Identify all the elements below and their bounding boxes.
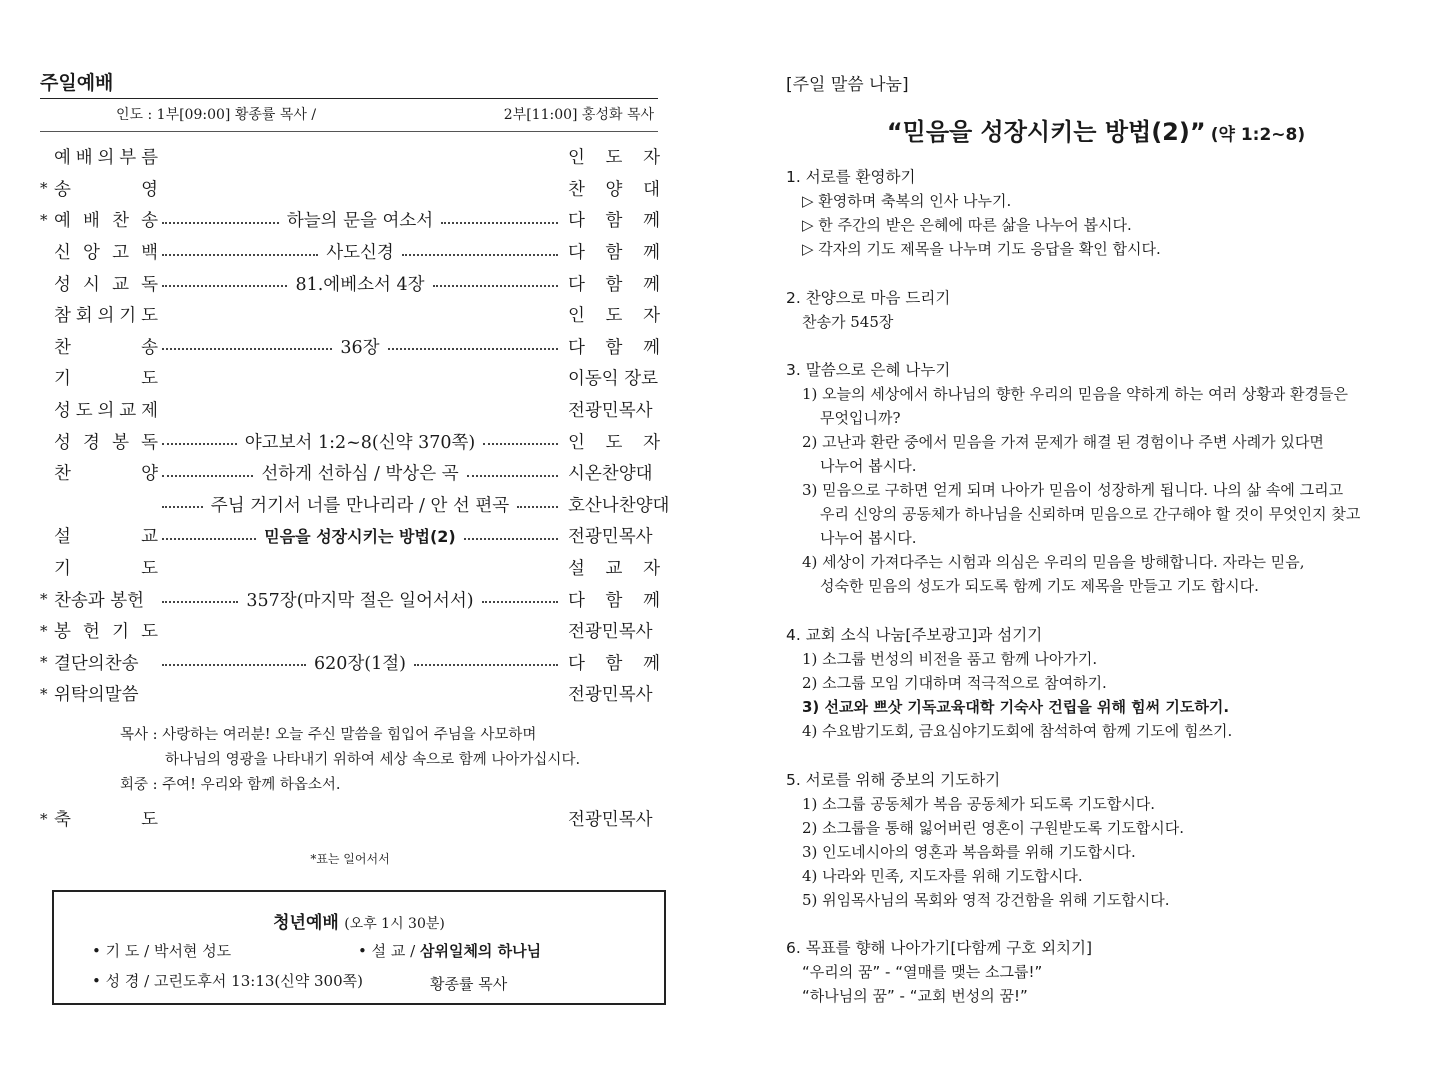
service-item-name-char: 예 (54, 148, 71, 169)
service-item-content (158, 818, 562, 820)
service-item (40, 457, 660, 489)
title-rule (40, 98, 658, 99)
service-item-name-char: 배 (83, 211, 100, 232)
service-item-name-char: 기 (112, 622, 129, 643)
service-item-name (54, 681, 158, 706)
service-item-content (158, 587, 562, 612)
service-item-text: 사도신경 (326, 243, 394, 264)
service-item-name-char: 찬송과 봉헌 (54, 590, 145, 611)
service-item-person-char: 께 (643, 243, 660, 264)
service-item-person (568, 397, 660, 422)
service-item-name-char: 의 (97, 148, 115, 169)
leader-second-service: 2부[11:00] 홍성화 목사 (503, 107, 654, 123)
service-item-person-char: 께 (643, 337, 660, 358)
leader-dots (162, 348, 332, 350)
order-of-service (40, 141, 670, 710)
youth-sermon-label: • 설 교 / (358, 942, 416, 960)
leader-dots (464, 538, 558, 540)
service-item-name (54, 587, 158, 612)
leader-dots (162, 506, 203, 508)
response-congregation: 회중 : 주여! 우리와 함께 하옵소서. (120, 777, 341, 793)
service-item-name-char: 찬 (54, 464, 71, 485)
service-item-person-char: 다 (568, 337, 585, 358)
service-item (40, 331, 660, 363)
service-item-name-char: 도 (75, 401, 93, 422)
service-item-text: 36장 (340, 337, 380, 358)
service-item-person (568, 302, 660, 327)
sharing-title-line (786, 112, 1406, 147)
service-item-person-char: 양 (605, 179, 623, 200)
service-item-name (54, 429, 158, 454)
service-item-name-char: 설 (54, 527, 71, 548)
service-item-name-char: 축 (54, 810, 71, 831)
service-item-name-char: 기 (54, 369, 71, 390)
section-line: 4) 나라와 민족, 지도자를 위해 기도합시다. (802, 867, 1083, 885)
leader-dots (414, 664, 558, 666)
service-item-person-char: 인 (568, 306, 585, 327)
service-item-name (54, 365, 158, 390)
service-item-person (568, 460, 660, 485)
service-item-person-char: 께 (643, 590, 660, 611)
service-item-person-char: 자 (643, 559, 660, 580)
response-pastor: 목사 : 사랑하는 여러분! 오늘 주신 말씀을 힘입어 주님을 사모하며 (120, 727, 537, 743)
service-item-person-char: 도 (605, 432, 623, 453)
service-item-content (158, 334, 562, 359)
youth-title-line (54, 908, 664, 933)
section-line: 1) 오늘의 세상에서 하나님의 향한 우리의 믿음을 약하게 하는 여러 상황과 환경들은 (802, 385, 1349, 403)
service-item-person (568, 806, 660, 831)
service-item-person (568, 650, 660, 675)
service-item-person-char: 도 (605, 148, 623, 169)
service-item-name-char: 시 (83, 274, 100, 295)
service-item-person (568, 429, 660, 454)
service-item-person (568, 144, 660, 169)
service-item-person-char: 다 (568, 590, 585, 611)
section-line: 4) 세상이 가져다주는 시험과 의심은 우리의 믿음을 방해합니다. 자라는 믿음, (802, 553, 1305, 571)
service-item-person-char: 께 (643, 653, 660, 674)
service-item-text: 믿음을 성장시키는 방법(2) (264, 527, 456, 547)
standing-mark: * (40, 590, 48, 609)
section-heading: 6. 목표를 향해 나아가기[다함께 구호 외치기] (786, 939, 1093, 957)
section-line: 5) 위임목사님의 목회와 영적 강건함을 위해 기도합시다. (802, 891, 1170, 909)
service-item-name-char: 독 (141, 274, 158, 295)
service-item-content (158, 650, 562, 675)
youth-prayer: • 기 도 / 박서현 성도 (92, 942, 232, 960)
service-item (40, 583, 660, 615)
service-item-name-char: 독 (141, 432, 158, 453)
service-item-name-char: 봉 (112, 432, 129, 453)
sharing-section (786, 936, 1406, 1008)
service-item-name-char: 교 (112, 274, 129, 295)
standing-note: *표는 일어서서 (310, 852, 390, 866)
service-item-name (54, 207, 158, 232)
sharing-ref: (약 1:2~8) (1210, 125, 1306, 145)
service-item (40, 489, 670, 521)
service-item-name-char: 의 (97, 401, 115, 422)
section-line: 2) 소그룹을 통해 잃어버린 영혼이 구원받도록 기도합시다. (802, 819, 1185, 837)
benediction (40, 803, 660, 835)
service-item-name-char: 부 (119, 148, 137, 169)
service-item-person (568, 207, 660, 232)
sharing-section (786, 623, 1406, 743)
service-item-name-char: 도 (141, 810, 158, 831)
service-item-name-char: 도 (141, 306, 158, 327)
service-item-content (158, 239, 562, 264)
service-item-person-char: 도 (605, 306, 623, 327)
section-line: 1) 소그룹 공동체가 복음 공동체가 되도록 기도합시다. (802, 795, 1156, 813)
service-item-content (158, 693, 562, 695)
service-item-name-char: 위탁의말씀 (54, 685, 139, 706)
service-item-person-char: 시온찬양대 (568, 464, 653, 485)
sharing-section (786, 286, 1406, 334)
service-item-person-char: 다 (568, 211, 585, 232)
service-item-name-char: 영 (141, 179, 158, 200)
section-line: “하나님의 꿈” - “교회 번성의 꿈!” (802, 987, 1028, 1005)
section-line: 3) 인도네시아의 영혼과 복음화를 위해 기도합시다. (802, 843, 1136, 861)
leader-dots (162, 601, 238, 603)
service-item-name-char: 름 (141, 148, 158, 169)
service-item-name (54, 650, 158, 675)
service-item-person-char: 다 (568, 274, 585, 295)
service-item-name-char: 찬 (112, 211, 129, 232)
service-item-name-char: 예 (54, 211, 71, 232)
service-item-person (568, 239, 660, 264)
leader-dots (402, 254, 558, 256)
section-line: ▷ 각자의 기도 제목을 나누며 기도 응답을 확인 합시다. (802, 240, 1161, 258)
service-item-name (54, 144, 158, 169)
service-item (40, 394, 660, 426)
service-item-person-char: 전광민목사 (568, 810, 653, 831)
section-heading: 4. 교회 소식 나눔[주보광고]과 섬기기 (786, 626, 1043, 644)
service-item-person-char: 함 (605, 211, 623, 232)
section-line: 나누어 봅시다. (820, 529, 917, 547)
service-item-name (54, 271, 158, 296)
youth-sermon-title: 삼위일체의 하나님 (419, 942, 542, 960)
service-item-content (158, 377, 562, 379)
service-item-name-char: 기 (54, 559, 71, 580)
leader-dots (388, 348, 558, 350)
standing-mark: * (40, 809, 48, 828)
service-item-person (568, 334, 660, 359)
service-item-name-char: 경 (83, 432, 100, 453)
section-line: ▷ 한 주간의 받은 은혜에 따른 삶을 나누어 봅시다. (802, 216, 1132, 234)
responsive-reading (120, 723, 580, 798)
section-heading: 3. 말씀으로 은혜 나누기 (786, 361, 951, 379)
youth-sermon (358, 940, 541, 961)
service-item-name (54, 334, 158, 359)
service-item-person-char: 함 (605, 243, 623, 264)
service-item-text: 하늘의 문을 여소서 (286, 211, 434, 232)
standing-mark: * (40, 684, 48, 703)
leader-dots (433, 285, 558, 287)
service-item-name (54, 302, 158, 327)
service-item-content (158, 460, 562, 485)
service-item-name-char: 제 (141, 401, 158, 422)
service-item-name-char: 백 (141, 243, 158, 264)
service-item (40, 615, 660, 647)
service-item (40, 362, 660, 394)
service-item-name-char: 찬 (54, 337, 71, 358)
service-item-content (158, 207, 562, 232)
service-item-person-char: 다 (568, 653, 585, 674)
sharing-header: [주일 말씀 나눔] (786, 75, 909, 95)
service-item-name (54, 555, 158, 580)
service-item-content (158, 314, 562, 316)
section-line: 3) 믿음으로 구하면 얻게 되며 나아가 믿음이 성장하게 됩니다. 나의 삶 속에 그리고 (802, 481, 1344, 499)
word-sharing-page (786, 0, 1406, 1080)
youth-preacher: 황종률 목사 (430, 975, 508, 993)
service-item-name-char: 성 (54, 432, 71, 453)
sharing-section (786, 165, 1406, 261)
section-heading: 5. 서로를 위해 중보의 기도하기 (786, 771, 1001, 789)
section-line: 2) 고난과 환란 중에서 믿음을 가져 문제가 해결 된 경험이나 주변 사례가 있다면 (802, 433, 1324, 451)
leader-dots (162, 664, 306, 666)
service-item-name-char: 회 (75, 306, 93, 327)
leader-dots (162, 443, 237, 445)
service-item-person-char: 찬 (568, 179, 585, 200)
section-line: 무엇입니까? (820, 409, 901, 427)
service-item-name-char: 교 (141, 527, 158, 548)
service-item-person (568, 555, 660, 580)
youth-scripture: • 성 경 / 고린도후서 13:13(신약 300쪽) (92, 972, 363, 990)
service-item-name-char: 고 (112, 243, 129, 264)
service-item-content (158, 187, 562, 189)
service-item-name-char: 헌 (83, 622, 100, 643)
service-item-name-char: 결단의찬송 (54, 653, 139, 674)
service-item-person-char: 전광민목사 (568, 527, 653, 548)
sharing-section (786, 768, 1406, 912)
service-item-content (158, 409, 562, 411)
service-item (40, 173, 660, 205)
section-line: 성숙한 믿음의 성도가 되도록 함께 기도 제목을 만들고 기도 합시다. (820, 577, 1259, 595)
service-item-person-char: 교 (605, 559, 623, 580)
section-line: 찬송가 545장 (802, 313, 894, 331)
service-item-text: 야고보서 1:2~8(신약 370쪽) (244, 432, 476, 453)
standing-mark: * (40, 653, 48, 672)
service-item-name-char: 성 (54, 274, 71, 295)
standing-mark: * (40, 621, 48, 640)
service-item-name-char: 교 (119, 401, 137, 422)
service-item (40, 647, 660, 679)
service-item (40, 299, 660, 331)
service-item-name-char: 봉 (54, 622, 71, 643)
service-item-person-char: 함 (605, 337, 623, 358)
service-item-person (568, 365, 660, 390)
service-item (40, 520, 660, 552)
service-item-person-char: 이동익 장로 (568, 369, 659, 390)
service-item (40, 552, 660, 584)
leader-dots (517, 506, 558, 508)
service-item (40, 204, 660, 236)
service-item-name (54, 523, 158, 548)
leader-dots (482, 601, 558, 603)
service-item-content (158, 156, 562, 158)
leader-dots (441, 222, 558, 224)
service-item-name (54, 806, 158, 831)
leader-dots (483, 443, 558, 445)
service-item-person-char: 께 (643, 211, 660, 232)
service-item-person-char: 함 (605, 590, 623, 611)
service-item-name-char: 신 (54, 243, 71, 264)
section-heading: 2. 찬양으로 마음 드리기 (786, 289, 951, 307)
section-line: 1) 소그룹 번성의 비전을 품고 함께 나아가기. (802, 650, 1098, 668)
service-item-text: 357장(마지막 절은 일어서서) (246, 590, 474, 611)
service-item-person (568, 618, 660, 643)
standing-mark: * (40, 179, 48, 198)
service-item (40, 803, 660, 835)
section-line: ▷ 환영하며 축복의 인사 나누기. (802, 192, 1012, 210)
service-item-name-char: 도 (141, 369, 158, 390)
service-item-name (54, 618, 158, 643)
service-item-person (568, 271, 660, 296)
service-item-content (158, 630, 562, 632)
leader-first-service: 인도 : 1부[09:00] 황종률 목사 / (116, 107, 317, 123)
service-item-person-char: 께 (643, 274, 660, 295)
service-item (40, 236, 660, 268)
service-item-person (568, 587, 660, 612)
leaders-rule (40, 131, 658, 132)
service-item-person-char: 함 (605, 653, 623, 674)
section-heading: 1. 서로를 환영하기 (786, 168, 916, 186)
service-item (40, 141, 660, 173)
service-item-text: 620장(1절) (314, 653, 407, 674)
service-item-name (54, 397, 158, 422)
section-line: 우리 신앙의 공동체가 하나님을 신뢰하며 믿음으로 간구해야 할 것이 무엇인지 찾고 (820, 505, 1361, 523)
service-item-person-char: 다 (568, 243, 585, 264)
leader-dots (162, 538, 256, 540)
leader-dots (162, 254, 318, 256)
service-item-name (54, 176, 158, 201)
service-item-person-char: 자 (643, 148, 660, 169)
service-item-text: 81.에베소서 4장 (295, 274, 425, 295)
service-item-name-char: 앙 (83, 243, 100, 264)
service-item-name-char: 의 (97, 306, 115, 327)
service-item-name-char: 양 (141, 464, 158, 485)
service-item-content (158, 429, 562, 454)
service-item (40, 425, 660, 457)
service-item-person-char: 전광민목사 (568, 622, 653, 643)
standing-mark: * (40, 210, 48, 229)
section-line: 4) 수요밤기도회, 금요심야기도회에 참석하여 함께 기도에 힘쓰기. (802, 722, 1233, 740)
service-item-content (158, 524, 562, 547)
service-item-name-char: 도 (141, 622, 158, 643)
service-item (40, 678, 660, 710)
service-item-content (158, 492, 562, 517)
service-item-person-char: 호산나찬양대 (568, 495, 670, 516)
service-item-person-char: 전광민목사 (568, 401, 653, 422)
service-item-person-char: 함 (605, 274, 623, 295)
sharing-section (786, 358, 1406, 598)
service-item-name-char: 도 (141, 559, 158, 580)
service-item-person-char: 자 (643, 432, 660, 453)
worship-title: 주일예배 (40, 72, 114, 94)
service-item-person-char: 대 (643, 179, 660, 200)
youth-service-box (52, 890, 666, 1005)
service-item-text: 선하게 선하심 / 박상은 곡 (261, 464, 459, 485)
worship-order-page (40, 0, 670, 1080)
leader-dots (162, 222, 279, 224)
service-item-name-char: 기 (119, 306, 137, 327)
leader-dots (467, 475, 558, 477)
service-item-name (54, 460, 158, 485)
service-item-person-char: 인 (568, 148, 585, 169)
service-item-content (158, 567, 562, 569)
response-pastor-cont: 하나님의 영광을 나타내기 위하여 세상 속으로 함께 나아가십시다. (165, 752, 581, 768)
service-item-person (568, 176, 660, 201)
service-item-content (158, 271, 562, 296)
youth-time: (오후 1시 30분) (344, 916, 445, 932)
service-item-text: 주님 거기서 너를 만나리라 / 안 선 편곡 (210, 495, 510, 516)
leader-dots (162, 285, 287, 287)
section-line: 나누어 봅시다. (820, 457, 917, 475)
section-line: 2) 소그룹 모임 기대하며 적극적으로 참여하기. (802, 674, 1107, 692)
service-item-name-char: 성 (54, 401, 71, 422)
service-item-person-char: 전광민목사 (568, 685, 653, 706)
service-item-person (568, 681, 660, 706)
service-item-name-char: 송 (141, 211, 158, 232)
service-item-person-char: 설 (568, 559, 585, 580)
service-item-name-char: 참 (54, 306, 71, 327)
service-item-name-char: 송 (141, 337, 158, 358)
section-line: “우리의 꿈” - “열매를 맺는 소그룹!” (802, 963, 1043, 981)
service-item-name-char: 배 (75, 148, 93, 169)
service-item (40, 267, 660, 299)
service-item-name-char: 송 (54, 179, 71, 200)
youth-title: 청년예배 (273, 913, 339, 933)
sharing-title: “믿음을 성장시키는 방법(2)” (886, 118, 1206, 146)
service-item-person-char: 자 (643, 306, 660, 327)
service-item-person-char: 인 (568, 432, 585, 453)
service-item-person (568, 523, 660, 548)
service-item-person (568, 492, 670, 517)
section-line: 3) 선교와 쁘삿 기독교육대학 기숙사 건립을 위해 힘써 기도하기. (802, 698, 1230, 716)
service-item-name (54, 239, 158, 264)
leader-dots (162, 475, 253, 477)
